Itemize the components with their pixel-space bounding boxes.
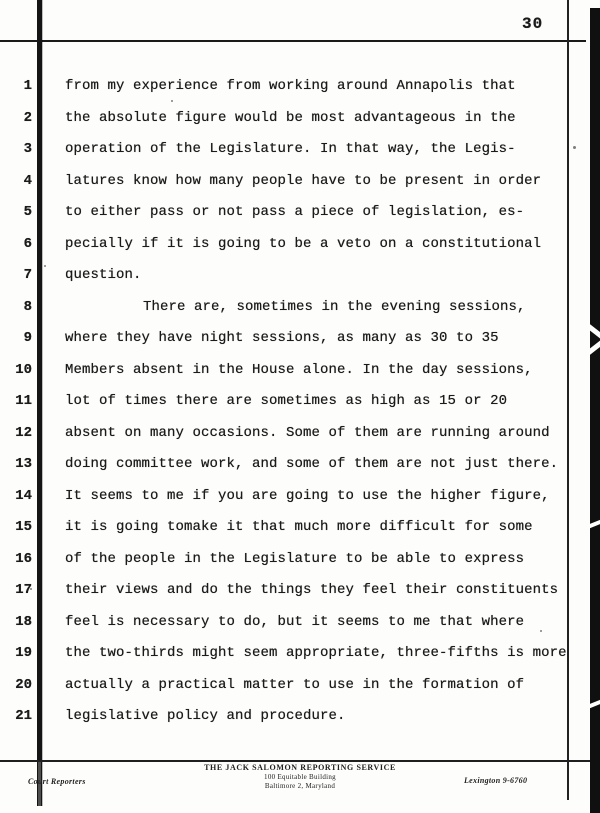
line-text: Members absent in the House alone. In the day sessions, (65, 361, 533, 378)
transcript-line (0, 645, 584, 677)
line-text: lot of times there are sometimes as high as 15 or 20 (65, 393, 508, 409)
scan-edge-band (590, 8, 600, 813)
line-text: it is going tomake it that much more difficult for some (65, 519, 533, 535)
footer-phone-number: Lexington 9-6760 (464, 776, 528, 785)
transcript-line (0, 110, 584, 142)
line-number: 2 (23, 109, 32, 126)
footer-rule (0, 760, 591, 762)
line-number: 8 (23, 298, 32, 315)
line-number: 7 (23, 267, 32, 283)
line-text: actually a practical matter to use in the formation of (65, 676, 525, 693)
transcript-line (0, 456, 584, 488)
scan-crease-mark (585, 340, 600, 356)
line-text: There are, sometimes in the evening sessions, (143, 298, 526, 315)
line-text: question. (65, 267, 142, 283)
line-number: 6 (23, 235, 32, 252)
transcript-line (0, 236, 584, 268)
line-text: to either pass or not pass a piece of legislation, es- (65, 204, 525, 220)
scan-crease-mark (587, 519, 600, 529)
transcript-line (0, 677, 584, 709)
line-text: operation of the Legislature. In that way, the Legis- (65, 141, 516, 157)
footer-court-reporters: Court Reporters (28, 777, 86, 786)
line-text: latures know how many people have to be present in order (65, 172, 542, 189)
line-number: 5 (23, 204, 32, 220)
transcript-line (0, 141, 584, 173)
transcript-line (0, 204, 584, 236)
transcript-line (0, 425, 584, 457)
transcript-line (0, 551, 584, 583)
line-number: 19 (15, 645, 32, 661)
line-number: 14 (15, 487, 32, 504)
line-number: 15 (15, 519, 32, 535)
line-text: where they have night sessions, as many as 30 to 35 (65, 330, 499, 346)
line-text: pecially if it is going to be a veto on a constitutional (65, 235, 542, 252)
line-number: 9 (23, 330, 32, 346)
line-number: 21 (15, 708, 32, 724)
line-text: their views and do the things they feel their constituents (65, 582, 559, 598)
footer-service-address: 100 Equitable Building (264, 773, 336, 781)
line-text: of the people in the Legislature to be able to express (65, 550, 525, 567)
transcript-line (0, 330, 584, 362)
line-number: 1 (23, 78, 32, 94)
top-rule (0, 40, 586, 42)
transcript-line (0, 708, 584, 740)
line-number: 4 (23, 172, 32, 189)
line-text: the two-thirds might seem appropriate, three-fifths is more (65, 645, 567, 661)
line-number: 17 (15, 582, 32, 598)
page-number: 30 (522, 15, 544, 33)
transcript-line (0, 488, 584, 520)
footer-service-city: Baltimore 2, Maryland (264, 782, 336, 790)
line-text: legislative policy and procedure. (65, 708, 346, 724)
transcript-line (0, 582, 584, 614)
line-number: 18 (15, 613, 32, 630)
transcript-line (0, 173, 584, 205)
transcript-line (0, 519, 584, 551)
transcript-lines (0, 78, 584, 740)
scan-crease-mark (587, 699, 600, 709)
line-text: doing committee work, and some of them are not just there. (65, 456, 559, 472)
scan-crease-mark (585, 322, 600, 338)
transcript-line (0, 614, 584, 646)
transcript-line (0, 78, 584, 110)
line-text: feel is necessary to do, but it seems to me that where (65, 613, 525, 630)
line-text: from my experience from working around Annapolis that (65, 78, 516, 94)
line-number: 11 (15, 393, 32, 409)
footer-reporting-service-block (150, 763, 450, 791)
transcript-line (0, 393, 584, 425)
transcript-line (0, 267, 584, 299)
line-number: 12 (15, 424, 32, 441)
line-number: 20 (15, 676, 32, 693)
line-text: It seems to me if you are going to use the higher figure, (65, 487, 550, 504)
line-text: the absolute figure would be most advantageous in the (65, 109, 516, 126)
line-number: 13 (15, 456, 32, 472)
transcript-line (0, 362, 584, 394)
line-number: 3 (23, 141, 32, 157)
line-number: 10 (15, 361, 32, 378)
footer-service-name: THE JACK SALOMON REPORTING SERVICE (204, 763, 396, 772)
line-text: absent on many occasions. Some of them are running around (65, 424, 550, 441)
transcript-line (0, 299, 584, 331)
line-number: 16 (15, 550, 32, 567)
